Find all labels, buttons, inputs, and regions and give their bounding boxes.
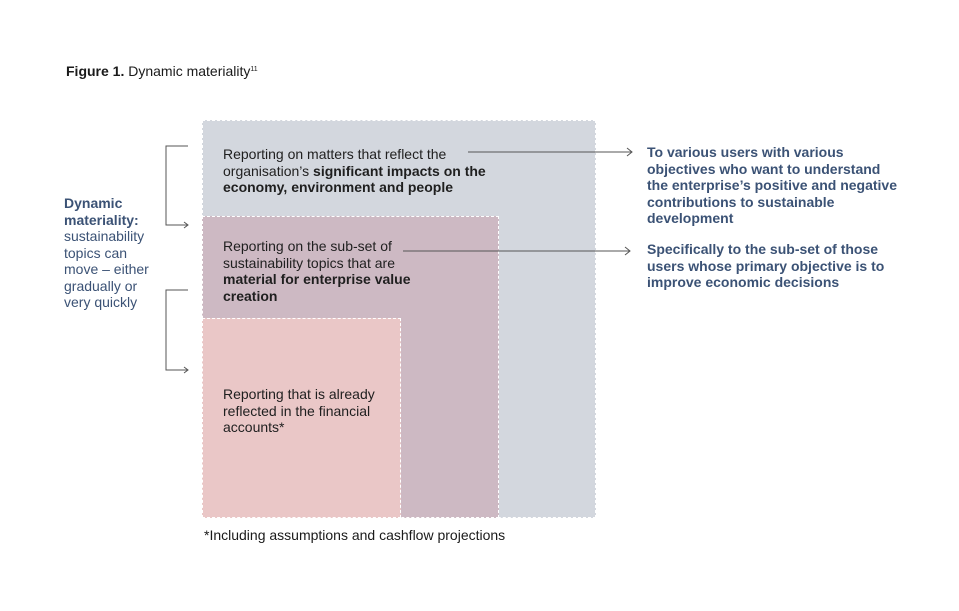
arrow-to-all-users — [468, 148, 632, 156]
audience-text-investors: Specifically to the sub-set of those users whose primary objective is to improve economic decisions — [647, 241, 885, 290]
dynamic-materiality-description: sustainability topics can move – either gradually or very quickly — [64, 228, 149, 310]
figure-label: Figure 1. — [66, 63, 125, 79]
figure-title-text: Dynamic materiality — [128, 63, 251, 79]
middle-box-text-bold: material for enterprise value creation — [223, 271, 411, 304]
bracket-upper — [166, 146, 188, 225]
middle-box-text-prefix: Reporting on the sub-set of sustainability topics that are — [223, 238, 395, 271]
outer-box-text-bold: significant impacts on the economy, environment and people — [223, 162, 486, 195]
audience-text-all-users: To various users with various objectives who want to understand the enterprise’s positive and negative contributions to sustainable development — [647, 144, 898, 226]
dynamic-materiality-heading: Dynamic materiality: — [64, 195, 139, 228]
arrow-to-investors — [403, 247, 630, 255]
outer-box-text-prefix: Reporting on matters that reflect the organisation’s — [223, 146, 447, 179]
footnote: *Including assumptions and cashflow projections — [204, 527, 506, 543]
inner-box-text: Reporting that is already reflected in the financial accounts* — [223, 386, 375, 435]
figure-reference: 11 — [250, 66, 258, 73]
bracket-lower — [166, 290, 188, 370]
